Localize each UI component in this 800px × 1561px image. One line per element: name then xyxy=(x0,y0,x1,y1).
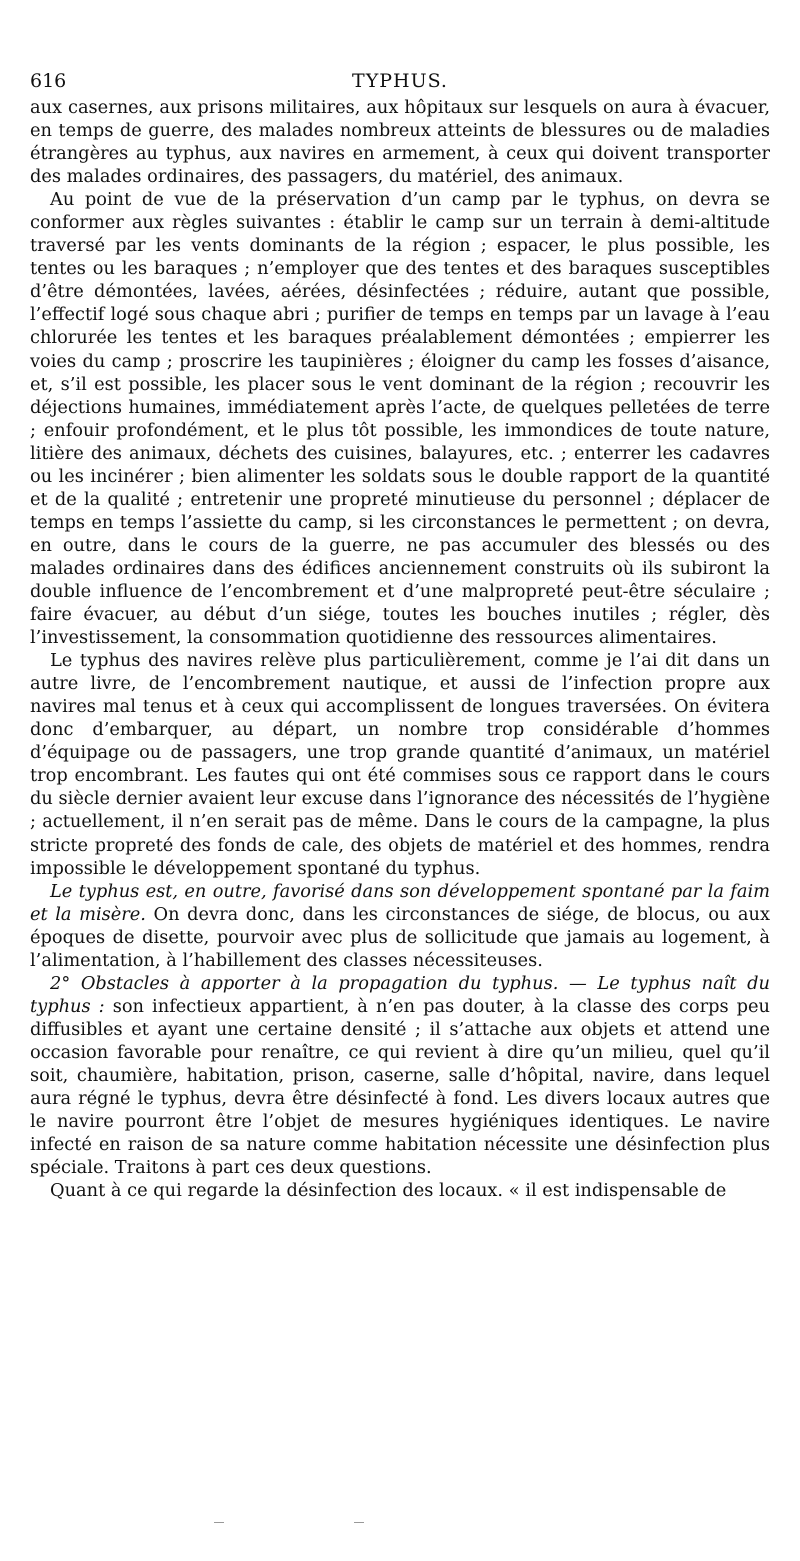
paragraph-disinfection xyxy=(30,1179,770,1202)
paragraph-text: On devra donc, dans les circonstances de siége, de blocus, ou aux époques de disette, pourvoir avec plus de sollicitude que jamais au logement, à l’alimentation, à l’habillement des classes nécessiteuses. xyxy=(30,903,770,971)
paragraph-text: son infectieux appartient, à n’en pas douter, à la classe des corps peu diffusibles et ayant une certaine densité ; il s’attache aux objets et attend une occasion favorable pour renaître, ce qui revient à dire qu’un milieu, quel qu’il soit, chaumière, habitation, prison, caserne, salle d’hôpital, navire, dans lequel aura régné le typhus, devra être désinfecté à fond. Les divers locaux autres que le navire pourront être l’objet de mesures hygiéniques identiques. Le navire infecté en raison de sa nature comme habitation nécessite une désinfection plus spéciale. Traitons à part ces deux questions. xyxy=(30,995,770,1179)
page-number: 616 xyxy=(30,70,67,92)
paragraph-camp-preservation xyxy=(30,188,770,649)
paragraph-propagation xyxy=(30,972,770,1179)
book-page xyxy=(30,66,770,1202)
page-header xyxy=(30,66,770,96)
body-text xyxy=(30,96,770,1202)
page-mark xyxy=(214,1522,224,1523)
paragraph-text: Au point de vue de la préservation d’un camp par le typhus, on devra se conformer aux règles suivantes : établir le camp sur un terrain à demi-altitude traversé par les vents dominants de la région ; espacer, le plus possible, les tentes ou les baraques ; n’employer que des tentes et des baraques susceptibles d’être démontées, lavées, aérées, désinfectées ; réduire, autant que possible, l’effectif logé sous chaque abri ; purifier de temps en temps par un lavage à l’eau chlorurée les tentes et les baraques préalablement démontées ; empierrer les voies du camp ; proscrire les taupinières ; éloigner du camp les fosses d’aisance, et, s’il est possible, les placer sous le vent dominant de la région ; recouvrir les déjections humaines, immédiatement après l’acte, de quelques pelletées de terre ; enfouir profondément, et le plus tôt possible, les immondices de toute nature, litière des animaux, déchets des cuisines, balayures, etc. ; enterrer les cadavres ou les incinérer ; bien alimenter les soldats sous le double rapport de la quantité et de la qualité ; entretenir une propreté minutieuse du personnel ; déplacer de temps en temps l’assiette du camp, si les circonstances le permettent ; on devra, en outre, dans le cours de la guerre, ne pas accumuler des blessés ou des malades ordinaires dans des édifices anciennement construits où ils subiront la double influence de l’encombrement et d’une malpropreté peut-être séculaire ; faire évacuer, au début d’un siége, toutes les bouches inutiles ; régler, dès l’investissement, la consommation quotidienne des ressources alimentaires. xyxy=(30,189,770,649)
paragraph-famine xyxy=(30,880,770,972)
paragraph-ship-typhus xyxy=(30,649,770,879)
paragraph-text: Le typhus des navires relève plus particulièrement, comme je l’ai dit dans un autre livre, de l’encombrement nautique, et aussi de l’infection propre aux navires mal tenus et à ceux qui accomplissent de longues traversées. On évitera donc d’embarquer, au départ, un nombre trop considérable d’hommes d’équipage ou de passagers, une trop grande quantité d’animaux, un matériel trop encombrant. Les fautes qui ont été commises sous ce rapport dans le cours du siècle dernier avaient leur excuse dans l’ignorance des nécessités de l’hygiène ; actuellement, il n’en serait pas de même. Dans le cours de la campagne, la plus stricte propreté des fonds de cale, des objets de matériel et des hommes, rendra impossible le développement spontané du typhus. xyxy=(30,650,770,879)
running-title: TYPHUS. xyxy=(352,70,448,92)
italic-lead: 2° Obstacles à apporter à la propagation du typhus. — Le typhus naît du typhus : xyxy=(30,972,770,1017)
paragraph-text: Quant à ce qui regarde la désinfection des locaux. « il est indispensable de xyxy=(50,1180,727,1202)
paragraph-continuation xyxy=(30,96,770,188)
italic-lead: Le typhus est, en outre, favorisé dans son développement spontané par la faim et la misère. xyxy=(30,880,770,925)
paragraph-text: aux casernes, aux prisons militaires, aux hôpitaux sur lesquels on aura à évacuer, en temps de guerre, des malades nombreux atteints de blessures ou de maladies étrangères au typhus, aux navires en armement, à ceux qui doivent transporter des malades ordinaires, des passagers, du matériel, des animaux. xyxy=(30,97,770,188)
page-mark xyxy=(354,1522,364,1523)
